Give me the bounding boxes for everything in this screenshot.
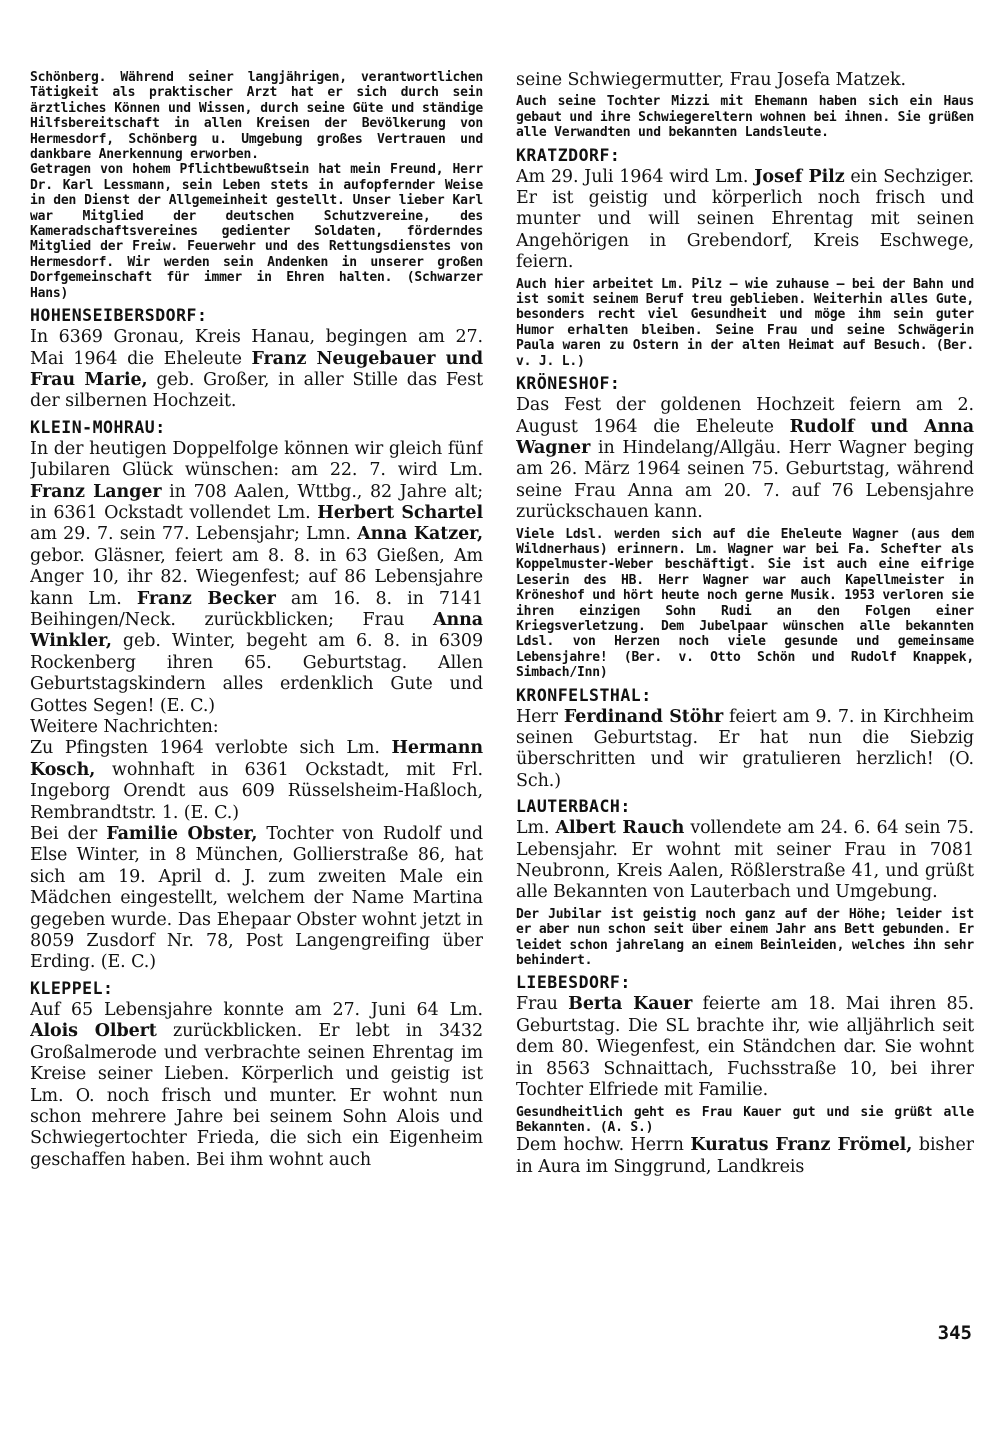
paragraph-klein-mohrau: In der heutigen Doppelfolge können wir gleich fünf Jubilaren Glück wünschen: am 22. 7. wird Lm. Franz Langer in 708 Aalen, Wttbg., 82 Jahre alt; in 6361 Ockstadt vollendet Lm. Herbert Schartel am 29. 7. sein 77. Lebensjahr; Lmn. Anna Katzer, gebor. Gläsner, feiert am 8. 8. in 63 Gießen, Am Anger 10, ihr 82. Wiegenfest; auf 86 Lebensjahre kann Lm. Franz Becker am 16. 8. in 7141 Beihingen/Neck. zurückblicken; Frau Anna Winkler, geb. Winter, begeht am 6. 8. in 6309 Rockenberg ihren 65. Geburtstag. Allen Geburtstagskindern alles erdenklich Gute und Gottes Segen! (E. C.)	[30, 438, 483, 716]
paragraph-lauterbach: Lm. Albert Rauch vollendete am 24. 6. 64 sein 75. Lebensjahr. Er wohnt mit seiner Frau in 7081 Neubronn, Kreis Aalen, Rößlerstraße 41, und grüßt alle Bekannten von Lauterbach und Umgebung.	[516, 818, 974, 903]
obituary-paragraph-1: Schönberg. Während seiner langjährigen, verantwortlichen Tätigkeit als praktischer Arzt hat er sich durch sein ärztliches Können und Wissen, durch seine Güte und ständige Hilfsbereitschaft in allen Kreisen der Bevölkerung von Hermesdorf, Schönberg u. Umgebung großes Vertrauen und dankbare Anerkennung erworben.	[30, 70, 483, 163]
paragraph-pfingsten: Zu Pfingsten 1964 verlobte sich Lm. Hermann Kosch, wohnhaft in 6361 Ockstadt, mit Frl. Ingeborg Orendt aus 609 Rüsselsheim-Haßloch, Rembrandtstr. 1. (E. C.)	[30, 738, 483, 823]
paragraph-kleppel-continued: seine Schwiegermutter, Frau Josefa Matzek.	[516, 70, 906, 90]
left-column	[30, 70, 483, 1171]
paragraph-familie-obster: Bei der Familie Obster, Tochter von Rudolf und Else Winter, in 8 München, Gollierstraße 86, hat sich am 19. April d. J. zum zweiten Male ein Mädchen eingestellt, welchem der Name Martina gegeben wurde. Das Ehepaar Obster wohnt jetzt in 8059 Zusdorf Nr. 78, Post Langengreifing über Erding. (E. C.)	[30, 824, 483, 973]
paragraph-hohenseibersdorf: In 6369 Gronau, Kreis Hanau, begingen am 27. Mai 1964 die Eheleute Franz Neugebauer und Frau Marie, geb. Großer, in aller Stille das Fest der silbernen Hochzeit.	[30, 327, 483, 412]
heading-kleppel: KLEPPEL:	[30, 978, 114, 998]
right-column	[516, 70, 974, 1178]
paragraph-kratzdorf: Am 29. Juli 1964 wird Lm. Josef Pilz ein Sechziger. Er ist geistig und körperlich noch frisch und munter und will seinen Ehrentag mit seinen Angehörigen in Grebendorf, Kreis Eschwege, feiern.	[516, 166, 974, 273]
heading-kratzdorf: KRATZDORF:	[516, 145, 621, 165]
obituary-paragraph-2: Getragen von hohem Pflichtbewußtsein hat mein Freund, Herr Dr. Karl Lessmann, sein Leben stets in aufopfernder Weise in den Dienst der Allgemeinheit gestellt. Unser lieber Karl war Mitglied der deutschen Schutzvereine, des Kameradschaftsvereines gedienter Soldaten, förderndes Mitglied der Freiw. Feuerwehr und des Rettungsdienstes von Hermesdorf. Wir werden sein Andenken in unserer großen Dorfgemeinschaft für immer in Ehren halten. (Schwarzer Hans)	[30, 162, 483, 301]
subheading-weitere-nachrichten: Weitere Nachrichten:	[30, 717, 219, 737]
heading-kronfelsthal: KRONFELSTHAL:	[516, 685, 652, 705]
note-kroeneshof: Viele Ldsl. werden sich auf die Eheleute Wagner (aus dem Wildnerhaus) erinnern. Lm. Wagner war bei Fa. Schefter als Koppelmuster-Weber beschäftigt. Sie ist auch eine eifrige Leserin des HB. Herr Wagner war auch Kapellmeister in Kröneshof und hört heute noch gerne Musik. 1953 verloren sie ihren einzigen Sohn Rudi an den Folgen einer Kriegsverletzung. Dem Jubelpaar wünschen alle bekannten Ldsl. von Herzen noch viele gesunde und gemeinsame Lebensjahre! (Ber. v. Otto Schön und Rudolf Knappek, Simbach/Inn)	[516, 526, 974, 681]
paragraph-kuratus-froemel: Dem hochw. Herrn Kuratus Franz Frömel, bisher in Aura im Singgrund, Landkreis	[516, 1135, 974, 1177]
heading-lauterbach: LAUTERBACH:	[516, 797, 631, 817]
paragraph-kleppel: Auf 65 Lebensjahre konnte am 27. Juni 64 Lm. Alois Olbert zurückblicken. Er lebt in 3432 Großalmerode und verbrachte seinen Ehrentag im Kreise seiner Lieben. Körperlich und geistig ist Lm. O. noch frisch und munter. Er wohnt nun schon mehrere Jahre bei seinem Sohn Alois und Schwiegertochter Frieda, die sich ein Eigenheim geschaffen haben. Bei ihm wohnt auch	[30, 999, 483, 1170]
note-liebesdorf: Gesundheitlich geht es Frau Kauer gut und sie grüßt alle Bekannten. (A. S.)	[516, 1104, 974, 1135]
newspaper-page	[30, 70, 975, 1400]
note-kleppel: Auch seine Tochter Mizzi mit Ehemann haben sich ein Haus gebaut und ihre Schwiegereltern wohnen bei ihnen. Sie grüßen alle Verwandten und bekannten Landsleute.	[516, 94, 974, 141]
paragraph-kroeneshof: Das Fest der goldenen Hochzeit feiern am 2. August 1964 die Eheleute Rudolf und Anna Wagner in Hindelang/Allgäu. Herr Wagner beging am 26. März 1964 seinen 75. Geburtstag, während seine Frau Anna am 20. 7. auf 76 Lebensjahre zurückschauen kann.	[516, 395, 974, 523]
paragraph-liebesdorf: Frau Berta Kauer feierte am 18. Mai ihren 85. Geburtstag. Die SL brachte ihr, wie alljährlich seit dem 80. Wiegenfest, ein Ständchen dar. Sie wohnt in 8563 Schnaittach, Fuchsstraße 10, bei ihrer Tochter Elfriede mit Familie.	[516, 994, 974, 1101]
heading-kroeneshof: KRÖNESHOF:	[516, 374, 621, 394]
note-lauterbach: Der Jubilar ist geistig noch ganz auf der Höhe; leider ist er aber nun schon seit über einem Jahr ans Bett gebunden. Er leidet schon jahrelang an einem Beinleiden, welches ihn sehr behindert.	[516, 906, 974, 969]
heading-klein-mohrau: KLEIN-MOHRAU:	[30, 417, 166, 437]
heading-hohenseibersdorf: HOHENSEIBERSDORF:	[30, 306, 208, 326]
page-number: 345	[937, 1322, 972, 1344]
note-kratzdorf: Auch hier arbeitet Lm. Pilz — wie zuhause — bei der Bahn und ist somit seinem Beruf treu geblieben. Weiterhin alles Gute, besonders recht viel Gesundheit und möge ihm sein guter Humor erhalten bleiben. Seine Frau und seine Schwägerin Paula waren zu Ostern in der alten Heimat auf Besuch. (Ber. v. J. L.)	[516, 276, 974, 369]
heading-liebesdorf: LIEBESDORF:	[516, 973, 631, 993]
paragraph-kronfelsthal: Herr Ferdinand Stöhr feiert am 9. 7. in Kirchheim seinen Geburtstag. Er hat nun die Siebzig überschritten und wir gratulieren herzlich! (O. Sch.)	[516, 706, 974, 791]
